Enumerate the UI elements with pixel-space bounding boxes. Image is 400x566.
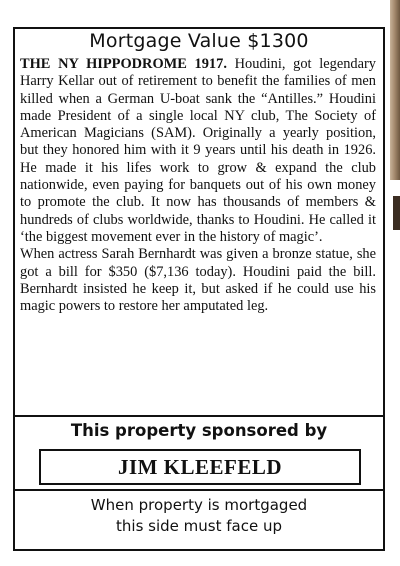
divider-bottom bbox=[15, 489, 383, 491]
background-photo-edge bbox=[390, 0, 400, 180]
mortgage-value-heading: Mortgage Value $1300 bbox=[89, 30, 309, 52]
description-paragraph-1 bbox=[20, 56, 376, 246]
card-description bbox=[20, 56, 376, 315]
sponsor-name: JIM KLEEFELD bbox=[117, 455, 283, 479]
footer-line-1: When property is mortgaged bbox=[90, 496, 308, 514]
description-paragraph-1-text: Houdini, got legendary Harry Kellar out of retirement to benefit the families of men killed when a German U-boat sank the “Antilles.” Houdini made President of a single local NY club, The Society of American Magicians (SAM). Originally a yearly position, but they honored him with it 9 years until his death in 1926. He made it his lifes work to grow & expand the club nationwide, even paying for banquets out of his own money to promote the club. It now has thousands of members & hundreds of clubs worldwide, thanks to Houdini. He called it ‘the biggest movement ever in the history of magic’. bbox=[20, 56, 377, 245]
divider-top bbox=[15, 415, 383, 417]
sponsor-name-box bbox=[39, 449, 361, 485]
card-headline: THE NY HIPPODROME 1917. bbox=[20, 56, 227, 72]
property-card bbox=[13, 27, 385, 551]
mortgage-instructions bbox=[15, 495, 383, 537]
footer-line-2: this side must face up bbox=[116, 517, 282, 535]
sponsored-label: This property sponsored by bbox=[70, 421, 328, 440]
description-paragraph-2: When actress Sarah Bernhardt was given a bronze statue, she got a bill for $350 ($7,136 today). Houdini paid the bill. Bernhardt insisted he keep it, but asked if he could use his magic powers to restore her amputated leg. bbox=[20, 246, 376, 315]
background-photo-edge-lower bbox=[393, 196, 400, 230]
